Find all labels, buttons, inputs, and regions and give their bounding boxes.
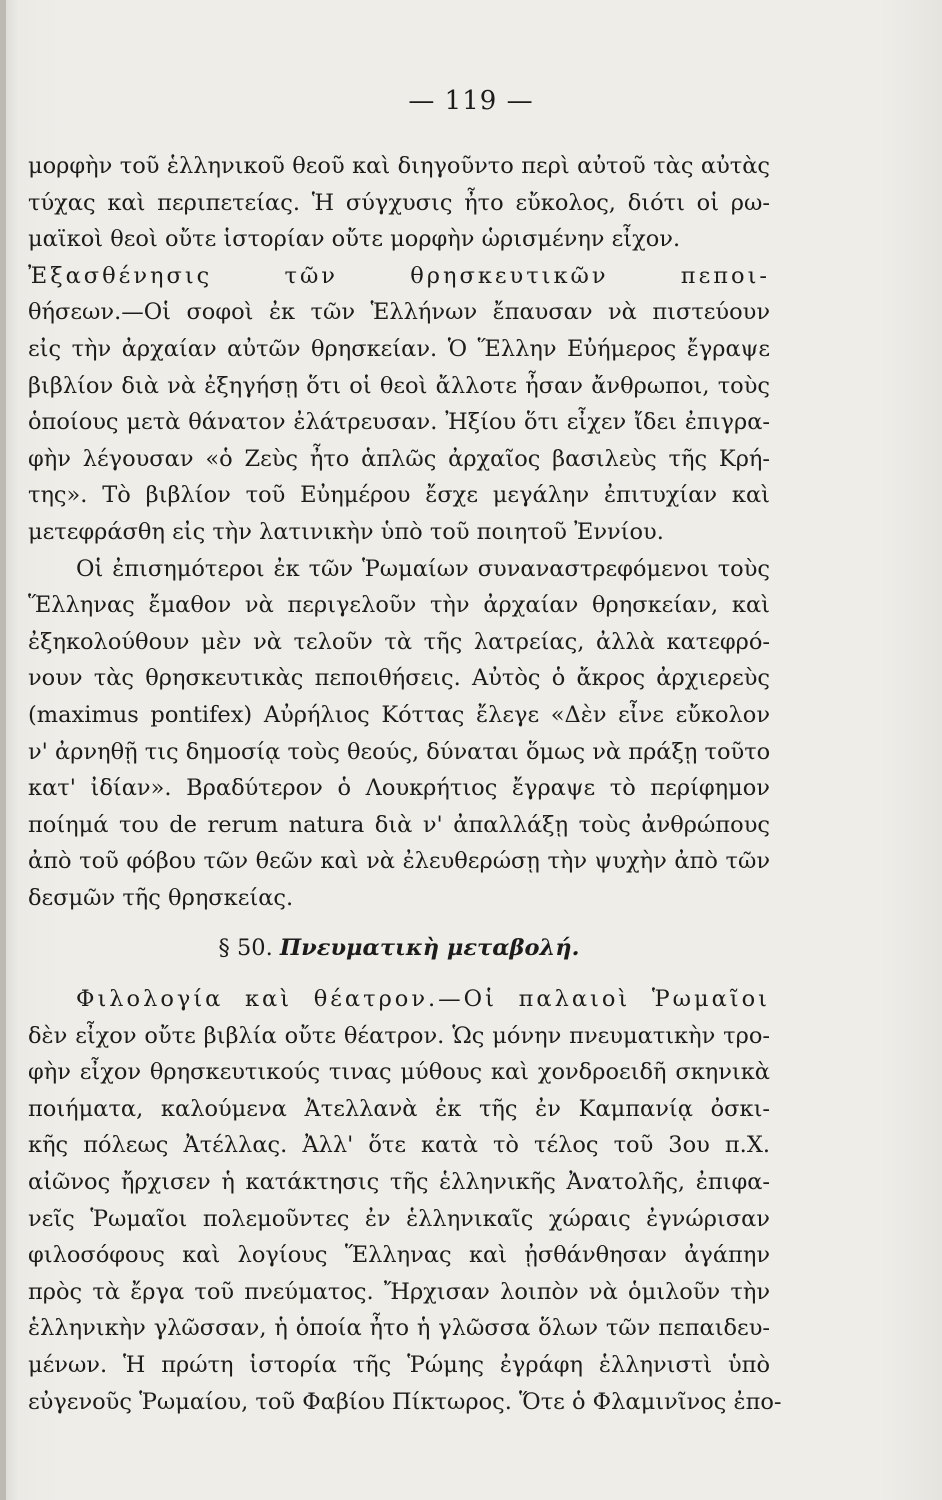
- text-line: ἐξηκολούθουν μὲν νὰ τελοῦν τὰ τῆς λατρείας, ἀλλὰ κατεφρό-: [28, 628, 770, 655]
- text-line: ποιήματα, καλούμενα Ἀτελλανὰ ἐκ τῆς ἐν Καμπανίᾳ ὀσκι-: [28, 1095, 770, 1122]
- text-line: δεσμῶν τῆς θρησκείας.: [28, 884, 294, 911]
- text-line: Οἱ ἐπισημότεροι ἐκ τῶν Ῥωμαίων συναναστρεφόμενοι τοὺς: [76, 555, 770, 582]
- text-line: κατ' ἰδίαν». Βραδύτερον ὁ Λουκρήτιος ἔγραψε τὸ περίφημον: [28, 775, 770, 802]
- text-line: μένων. Ἡ πρώτη ἱστορία τῆς Ῥώμης ἐγράφη ἑλληνιστὶ ὑπὸ: [28, 1352, 770, 1378]
- text-line: φὴν εἶχον θρησκευτικούς τινας μύθους καὶ χονδροειδῆ σκηνικὰ: [28, 1059, 770, 1086]
- text-line: ἀπὸ τοῦ φόβου τῶν θεῶν καὶ νὰ ἐλευθερώσῃ τὴν ψυχὴν ἀπὸ τῶν: [28, 848, 770, 875]
- text-line: ν' ἀρνηθῇ τις δημοσίᾳ τοὺς θεούς, δύναται ὅμως νὰ πράξῃ τοῦτο: [28, 738, 771, 765]
- text-line: βιβλίον διὰ νὰ ἐξηγήσῃ ὅτι οἱ θεοὶ ἄλλοτε ἦσαν ἄνθρωποι, τοὺς: [28, 372, 770, 399]
- text-line: ποίημά του de rerum natura διὰ ν' ἀπαλλάξῃ τοὺς ἀνθρώπους: [28, 811, 770, 838]
- text-line: Ἕλληνας ἔμαθον νὰ περιγελοῦν τὴν ἀρχαίαν θρησκείαν, καὶ: [28, 592, 770, 619]
- text-line: κῆς πόλεως Ἀτέλλας. Ἀλλ' ὅτε κατὰ τὸ τέλος τοῦ 3ου π.Χ.: [28, 1132, 770, 1159]
- text-line: μετεφράσθη εἰς τὴν λατινικὴν ὑπὸ τοῦ ποιητοῦ Ἐννίου.: [28, 518, 664, 545]
- subheading-line: Ἐξασθένησις τῶν θρησκευτικῶν πεποι-: [28, 262, 770, 289]
- text-line: μαϊκοὶ θεοὶ οὔτε ἱστορίαν οὔτε μορφὴν ὡρισμένην εἶχον.: [28, 226, 681, 253]
- text-line: νεῖς Ῥωμαῖοι πολεμοῦντες ἐν ἑλληνικαῖς χώραις ἐγνώρισαν: [28, 1205, 770, 1232]
- text-line: (maximus pontifex) Αὐρήλιος Κόττας ἔλεγε «Δὲν εἶνε εὔκολον: [28, 701, 770, 728]
- subheading-line: Φιλολογία καὶ θέατρον.—Οἱ παλαιοὶ Ῥωμαῖοι: [76, 986, 770, 1013]
- text-line: θήσεων.—Οἱ σοφοὶ ἐκ τῶν Ἑλλήνων ἔπαυσαν νὰ πιστεύουν: [28, 299, 770, 326]
- section-number: § 50.: [218, 935, 273, 962]
- text-line: φὴν λέγουσαν «ὁ Ζεὺς ἦτο ἁπλῶς ἀρχαῖος βασιλεὺς τῆς Κρή-: [28, 445, 770, 472]
- text-line: μορφὴν τοῦ ἑλληνικοῦ θεοῦ καὶ διηγοῦντο περὶ αὐτοῦ τὰς αὐτὰς: [28, 153, 770, 179]
- text-line: εὐγενοῦς Ῥωμαίου, τοῦ Φαβίου Πίκτωρος. Ὅτε ὁ Φλαμινῖνος ἐπο-: [28, 1388, 782, 1415]
- section-heading: [28, 930, 770, 967]
- section-title: Πνευματικὴ μεταβολή.: [279, 935, 580, 962]
- text-line: εἰς τὴν ἀρχαίαν αὐτῶν θρησκείαν. Ὁ Ἕλλην Εὐήμερος ἔγραψε: [28, 335, 770, 362]
- text-line: δὲν εἶχον οὔτε βιβλία οὔτε θέατρον. Ὡς μόνην πνευματικὴν τρο-: [28, 1022, 770, 1049]
- text-line: νουν τὰς θρησκευτικὰς πεποιθήσεις. Αὐτὸς ὁ ἄκρος ἀρχιερεὺς: [28, 665, 770, 692]
- text-line: ὁποίους μετὰ θάνατον ἐλάτρευσαν. Ἠξίου ὅτι εἶχεν ἴδει ἐπιγρα-: [28, 409, 770, 436]
- text-line: της». Τὸ βιβλίον τοῦ Εὐημέρου ἔσχε μεγάλην ἐπιτυχίαν καὶ: [28, 482, 770, 509]
- page-text: [28, 148, 782, 1420]
- page-binding-edge: [0, 0, 6, 1500]
- text-line: τύχας καὶ περιπετείας. Ἡ σύγχυσις ἦτο εὔκολος, διότι οἱ ρω-: [28, 189, 770, 216]
- text-line: αἰῶνος ἤρχισεν ἡ κατάκτησις τῆς ἑλληνικῆς Ἀνατολῆς, ἐπιφα-: [28, 1169, 770, 1196]
- text-line: πρὸς τὰ ἔργα τοῦ πνεύματος. Ἤρχισαν λοιπὸν νὰ ὁμιλοῦν τὴν: [28, 1278, 770, 1305]
- text-line: ἑλληνικὴν γλῶσσαν, ἡ ὁποία ἦτο ἡ γλῶσσα ὅλων τῶν πεπαιδευ-: [28, 1315, 770, 1342]
- text-line: φιλοσόφους καὶ λογίους Ἕλληνας καὶ ᾐσθάνθησαν ἀγάπην: [28, 1242, 770, 1269]
- page-number: — 119 —: [408, 86, 534, 116]
